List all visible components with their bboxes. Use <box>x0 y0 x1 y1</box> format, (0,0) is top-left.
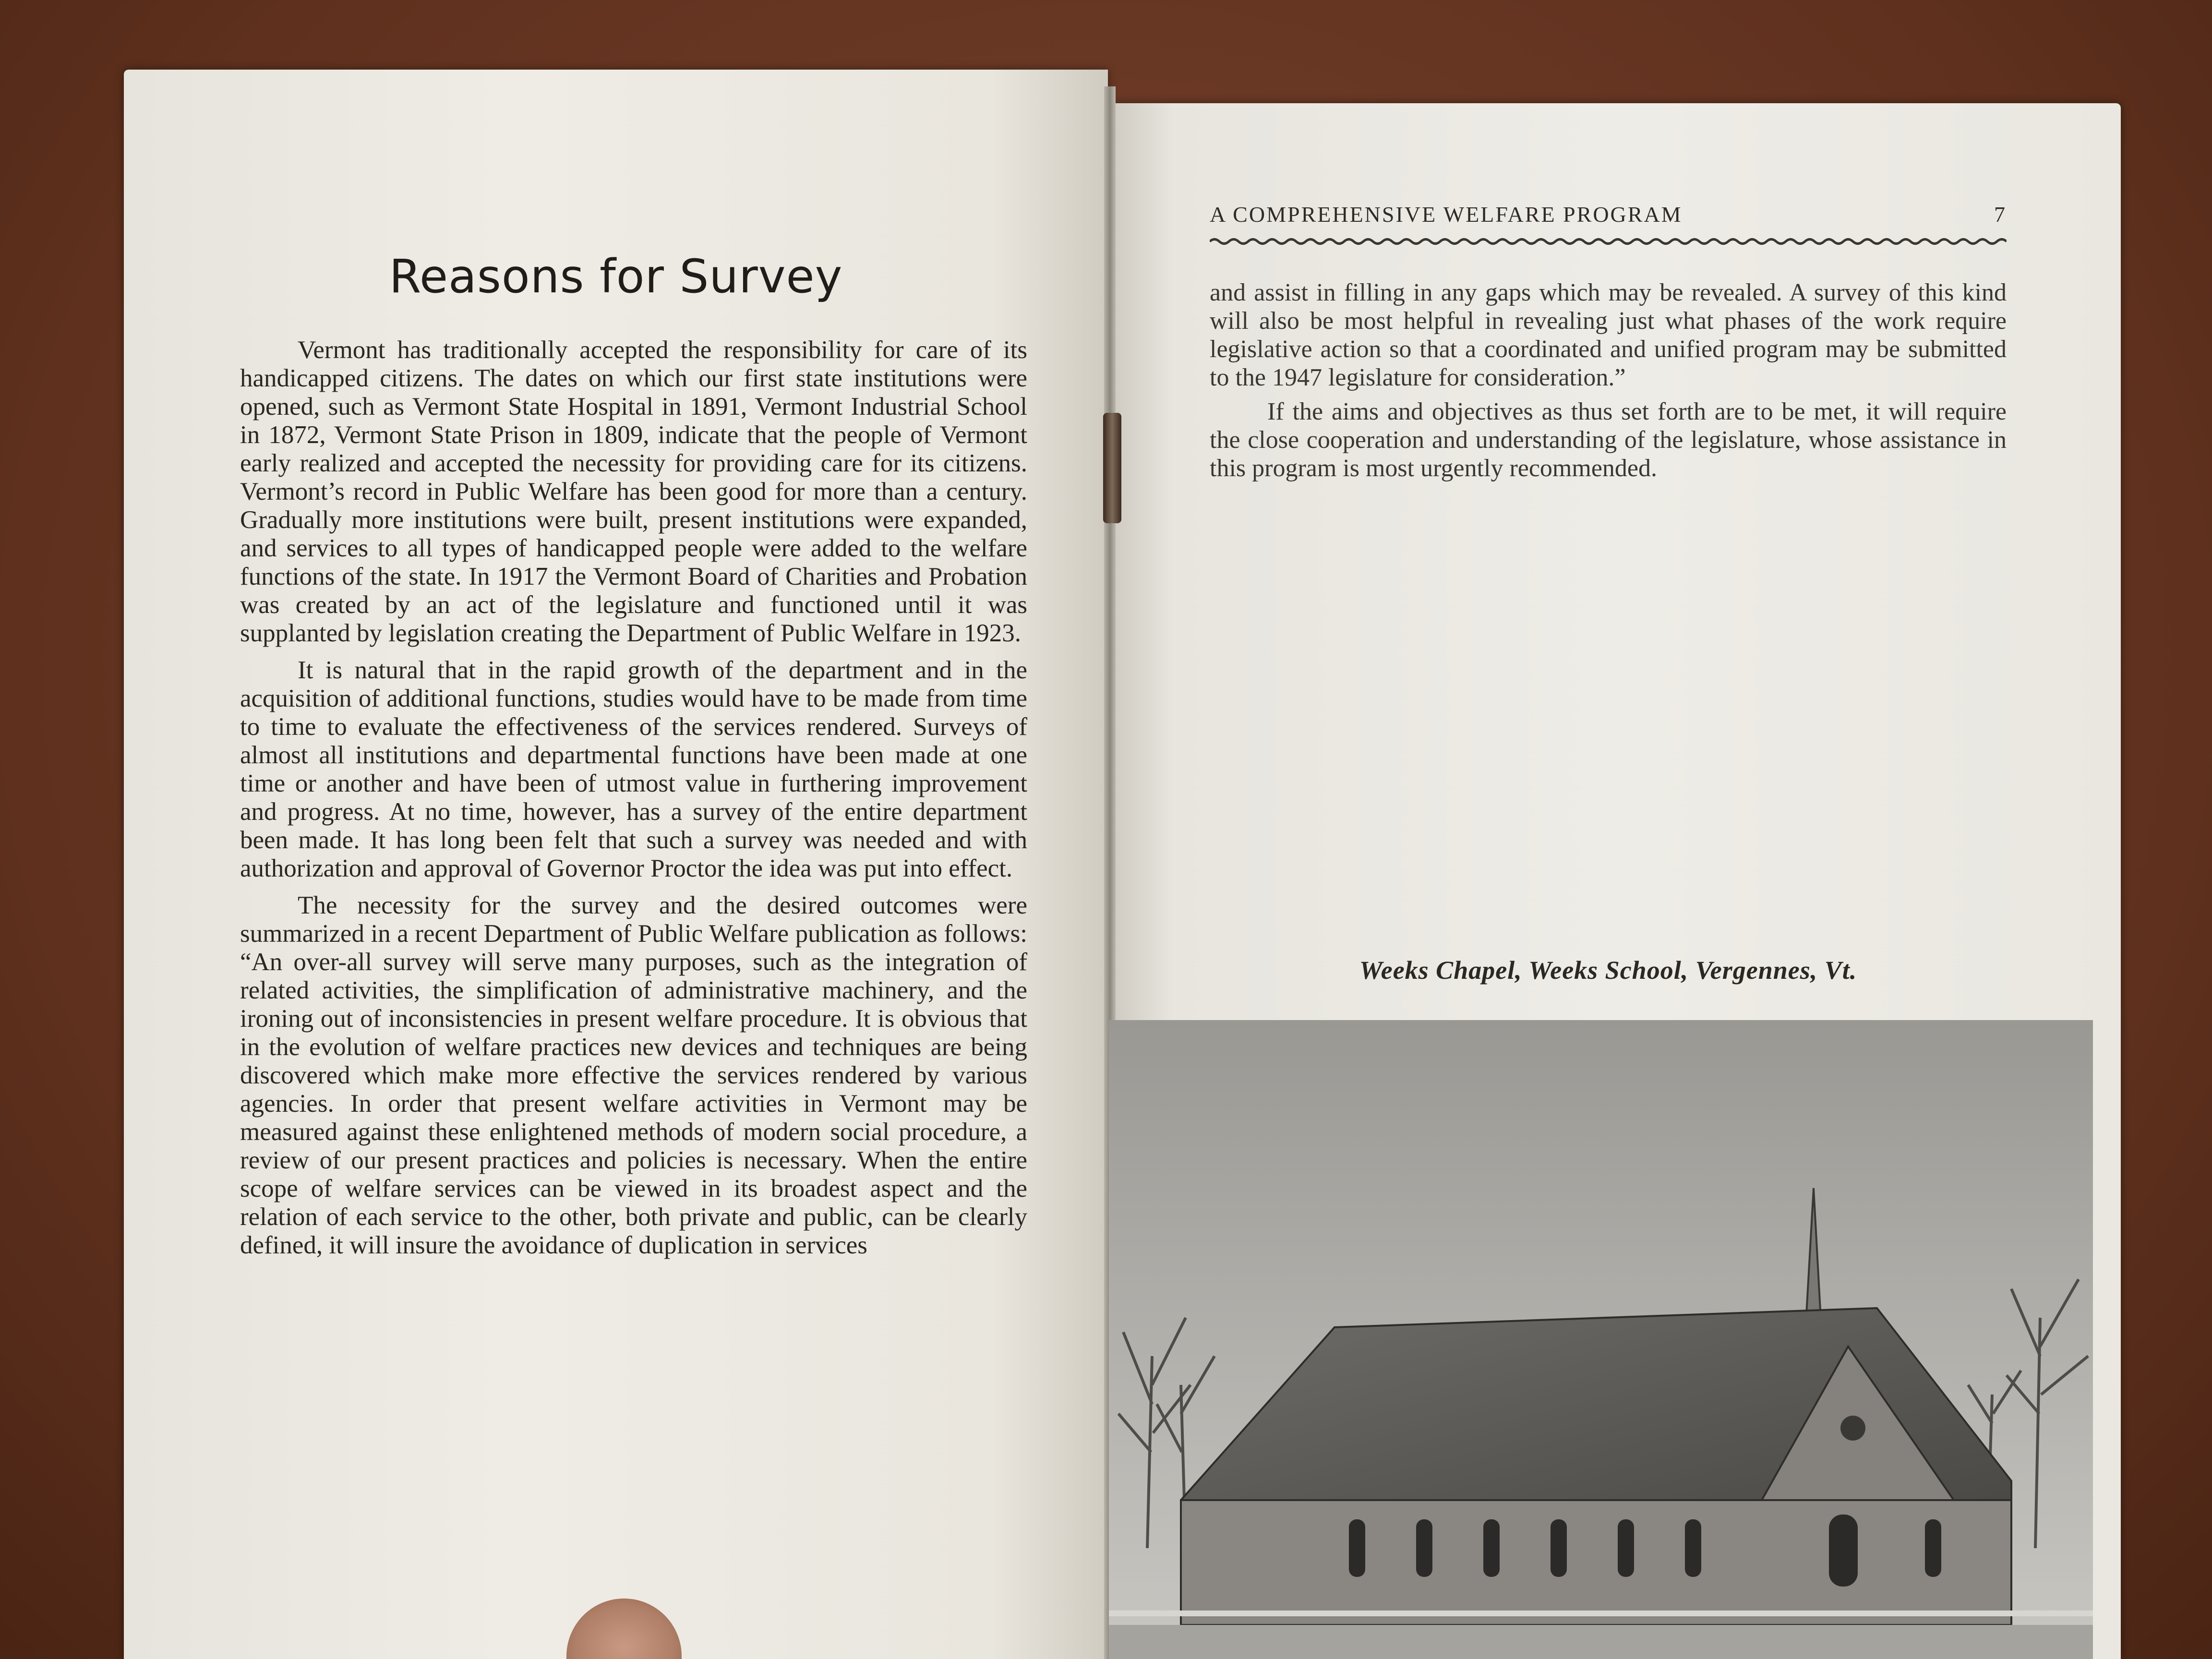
paragraph: and assist in filling in any gaps which may be revealed. A survey of this kind will also be most helpful in revealing just what phases of the work require legislative action so that a coordinated and unified program may be submitted to the 1947 legislature for consideration.” <box>1210 279 2007 391</box>
running-head-title: A COMPREHENSIVE WELFARE PROGRAM <box>1210 202 1683 227</box>
chapel-photo <box>1109 1020 2093 1659</box>
wavy-rule-divider <box>1210 236 2007 247</box>
section-title: Reasons for Survey <box>389 250 843 303</box>
running-head <box>1210 202 2007 227</box>
paragraph: If the aims and objectives as thus set forth are to be met, it will require the close cooperation and understanding of the legislature, whose assistance in this program is most urgently recommended. <box>1210 398 2007 482</box>
chapel-illustration <box>1109 1020 2093 1659</box>
left-page-body <box>240 336 1027 1268</box>
page-number: 7 <box>1994 202 2007 227</box>
paragraph: The necessity for the survey and the desired outcomes were summarized in a recent Department of Public Welfare publication as follows: “An over-all survey will serve many purposes, such as the integration of related activities, the simplification of administrative machinery, and the ironing out of inconsistencies in present welfare procedure. It is obvious that in the evolution of welfare practices new devices and techniques are being discovered which make more effective the services rendered by various agencies. In order that present welfare activities in Vermont may be measured against these enlightened methods of modern social procedure, a review of our present practices and policies is necessary. When the entire scope of welfare services can be viewed in its broadest aspect and the relation of each service to the other, both private and public, can be clearly defined, it will insure the avoidance of duplication in services <box>240 891 1027 1259</box>
paragraph: It is natural that in the rapid growth of the department and in the acquisition of additional functions, studies would have to be made from time to time to evaluate the effectiveness of the services rendered. Surveys of almost all institutions and departmental functions have been made at one time or another and have been of utmost value in furthering improvement and progress. At no time, however, has a survey of the entire department been made. It has long been felt that such a survey was needed and with authorization and approval of Governor Proctor the idea was put into effect. <box>240 656 1027 882</box>
binding-staple <box>1103 413 1121 523</box>
paragraph: Vermont has traditionally accepted the responsibility for care of its handicapped citizens. The dates on which our first state institutions were opened, such as Vermont State Hospital in 1891, Vermont Industrial School in 1872, Vermont State Prison in 1809, indicate that the people of Vermont early realized and accepted the necessity for providing care for its citizens. Vermont’s record in Public Welfare has been good for more than a century. Gradually more institutions were built, present institutions were expanded, and services to all types of handicapped people were added to the welfare functions of the state. In 1917 the Vermont Board of Charities and Probation was created by an act of the legislature and functioned until it was supplanted by legislation creating the Department of Public Welfare in 1923. <box>240 336 1027 647</box>
photo-caption: Weeks Chapel, Weeks School, Vergennes, Vt. <box>1359 956 1857 985</box>
right-page-body <box>1210 278 2007 488</box>
